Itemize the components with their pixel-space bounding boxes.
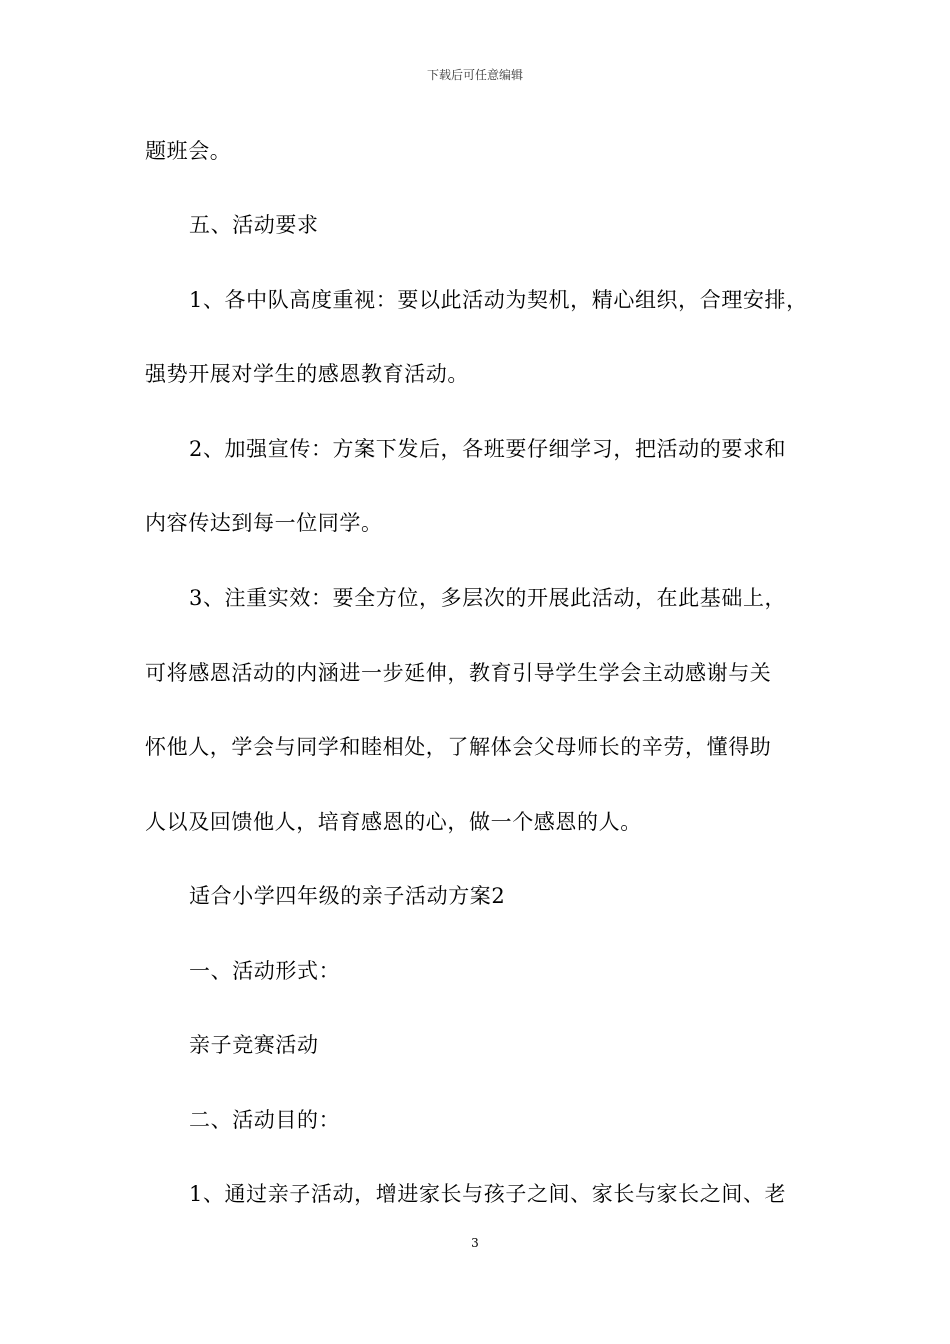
text-line: 3、注重实效：要全方位，多层次的开展此活动，在此基础上， bbox=[189, 586, 787, 610]
text-line: 2、加强宣传：方案下发后，各班要仔细学习，把活动的要求和 bbox=[189, 437, 787, 461]
text-line: 可将感恩活动的内涵进一步延伸，教育引导学生学会主动感谢与关 bbox=[145, 661, 772, 685]
section-heading: 一、活动形式： bbox=[189, 959, 341, 983]
text-line: 人以及回馈他人，培育感恩的心，做一个感恩的人。 bbox=[145, 810, 642, 834]
page-header: 下载后可任意编辑 bbox=[426, 68, 523, 82]
section-heading: 二、活动目的： bbox=[189, 1108, 341, 1132]
text-line: 强势开展对学生的感恩教育活动。 bbox=[145, 362, 469, 386]
text-line: 1、通过亲子活动，增进家长与孩子之间、家长与家长之间、老 bbox=[189, 1182, 787, 1206]
text-line: 1、各中队高度重视：要以此活动为契机，精心组织，合理安排， bbox=[189, 288, 808, 312]
page-number: 3 bbox=[471, 1236, 479, 1250]
text-line: 内容传达到每一位同学。 bbox=[145, 511, 383, 535]
text-line: 亲子竞赛活动 bbox=[189, 1033, 319, 1057]
text-line: 怀他人，学会与同学和睦相处，了解体会父母师长的辛劳，懂得助 bbox=[145, 735, 772, 759]
document-subtitle: 适合小学四年级的亲子活动方案2 bbox=[189, 884, 506, 908]
text-line: 题班会。 bbox=[145, 139, 232, 163]
section-heading: 五、活动要求 bbox=[189, 213, 319, 237]
